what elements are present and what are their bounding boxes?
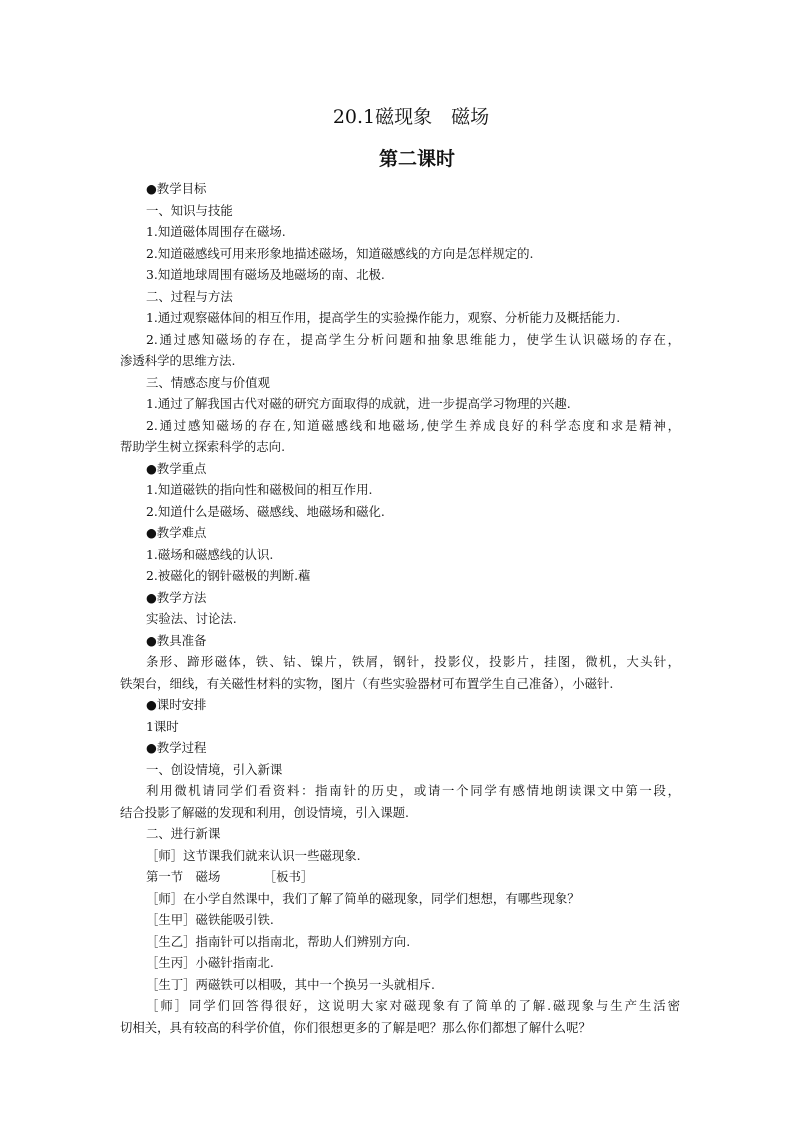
text-line: 2.知道什么是磁场、磁感线、地磁场和磁化.: [146, 503, 385, 519]
text-line: ●教学过程: [146, 740, 207, 755]
text-line: 一、创设情境，引入新课: [146, 761, 283, 777]
text-line: 二、进行新课: [146, 826, 221, 841]
text-line: 帮助学生树立探索科学的志向.: [120, 439, 286, 454]
text-line: 三、情感态度与价值观: [146, 374, 270, 390]
text-line: ●教学重点: [146, 460, 207, 476]
text-line: ［生丙］小磁针指南北.: [146, 955, 274, 970]
text-line: ［生甲］磁铁能吸引铁.: [146, 912, 274, 927]
text-line: ［师］同学们回答得很好，这说明大家对磁现象有了简单的了解.磁现象与生产生活密: [146, 998, 680, 1013]
text-line: 2.知道磁感线可用来形象地描述磁场，知道磁感线的方向是怎样规定的.: [146, 245, 534, 261]
page-subtitle: 第二课时: [378, 148, 455, 170]
text-line: 第一节 磁场 ［板书］: [146, 869, 314, 884]
text-line: ●课时安排: [146, 697, 207, 712]
text-line: 条形、蹄形磁体，铁、钴、镍片，铁屑，钢针，投影仪，投影片，挂图，微机，大头针，: [146, 654, 680, 669]
text-line: ［生丁］两磁铁可以相吸，其中一个换另一头就相斥.: [146, 976, 435, 992]
text-line: 1.知道磁体周围存在磁场.: [146, 224, 286, 239]
text-line: 1.通过了解我国古代对磁的研究方面取得的成就，进一步提高学习物理的兴趣.: [146, 396, 571, 411]
text-line: ［师］这节课我们就来认识一些磁现象.: [146, 847, 361, 863]
text-line: 渗透科学的思维方法.: [120, 353, 236, 368]
text-line: 2.通过感知磁场的存在,知道磁感线和地磁场,使学生养成良好的科学态度和求是精神，: [146, 417, 680, 433]
text-line: ●教具准备: [146, 632, 207, 648]
text-line: 1.知道磁铁的指向性和磁极间的相互作用.: [146, 482, 373, 497]
text-line: ●教学方法: [146, 589, 207, 605]
text-line: 切相关，具有较高的科学价值，你们很想更多的了解是吧？那么你们都想了解什么呢？: [120, 1019, 591, 1035]
text-line: 实验法、讨论法.: [146, 611, 237, 626]
text-line: 1.通过观察磁体间的相互作用，提高学生的实验操作能力，观察、分析能力及概括能力.: [146, 310, 621, 325]
text-line: ●教学目标: [146, 181, 207, 196]
text-line: 2.被磁化的钢针磁极的判断.藲: [146, 568, 311, 583]
text-line: 1课时: [146, 718, 179, 734]
page-title: 20.1磁现象 磁场: [332, 106, 490, 128]
text-line: 利用微机请同学们看资料：指南针的历史，或请一个同学有感情地朗读课文中第一段，: [146, 783, 680, 798]
text-line: 结合投影了解磁的发现和利用，创设情境，引入课题.: [120, 804, 409, 820]
text-line: 一、知识与技能: [146, 202, 233, 218]
text-line: 2.通过感知磁场的存在，提高学生分析问题和抽象思维能力，使学生认识磁场的存在，: [146, 331, 680, 347]
text-line: ●教学难点: [146, 525, 207, 540]
text-line: 铁架台，细线，有关磁性材料的实物，图片（有些实验器材可布置学生自己准备），小磁针.: [120, 675, 614, 691]
text-line: 二、过程与方法: [146, 288, 233, 304]
text-line: 1.磁场和磁感线的认识.: [146, 546, 274, 562]
text-line: 3.知道地球周围有磁场及地磁场的南、北极.: [146, 267, 385, 282]
text-line: ［生乙］指南针可以指南北，帮助人们辨别方向.: [146, 933, 411, 949]
text-line: ［师］在小学自然课中，我们了解了简单的磁现象，同学们想想，有哪些现象？: [146, 890, 580, 906]
document-body: [120, 178, 680, 1038]
